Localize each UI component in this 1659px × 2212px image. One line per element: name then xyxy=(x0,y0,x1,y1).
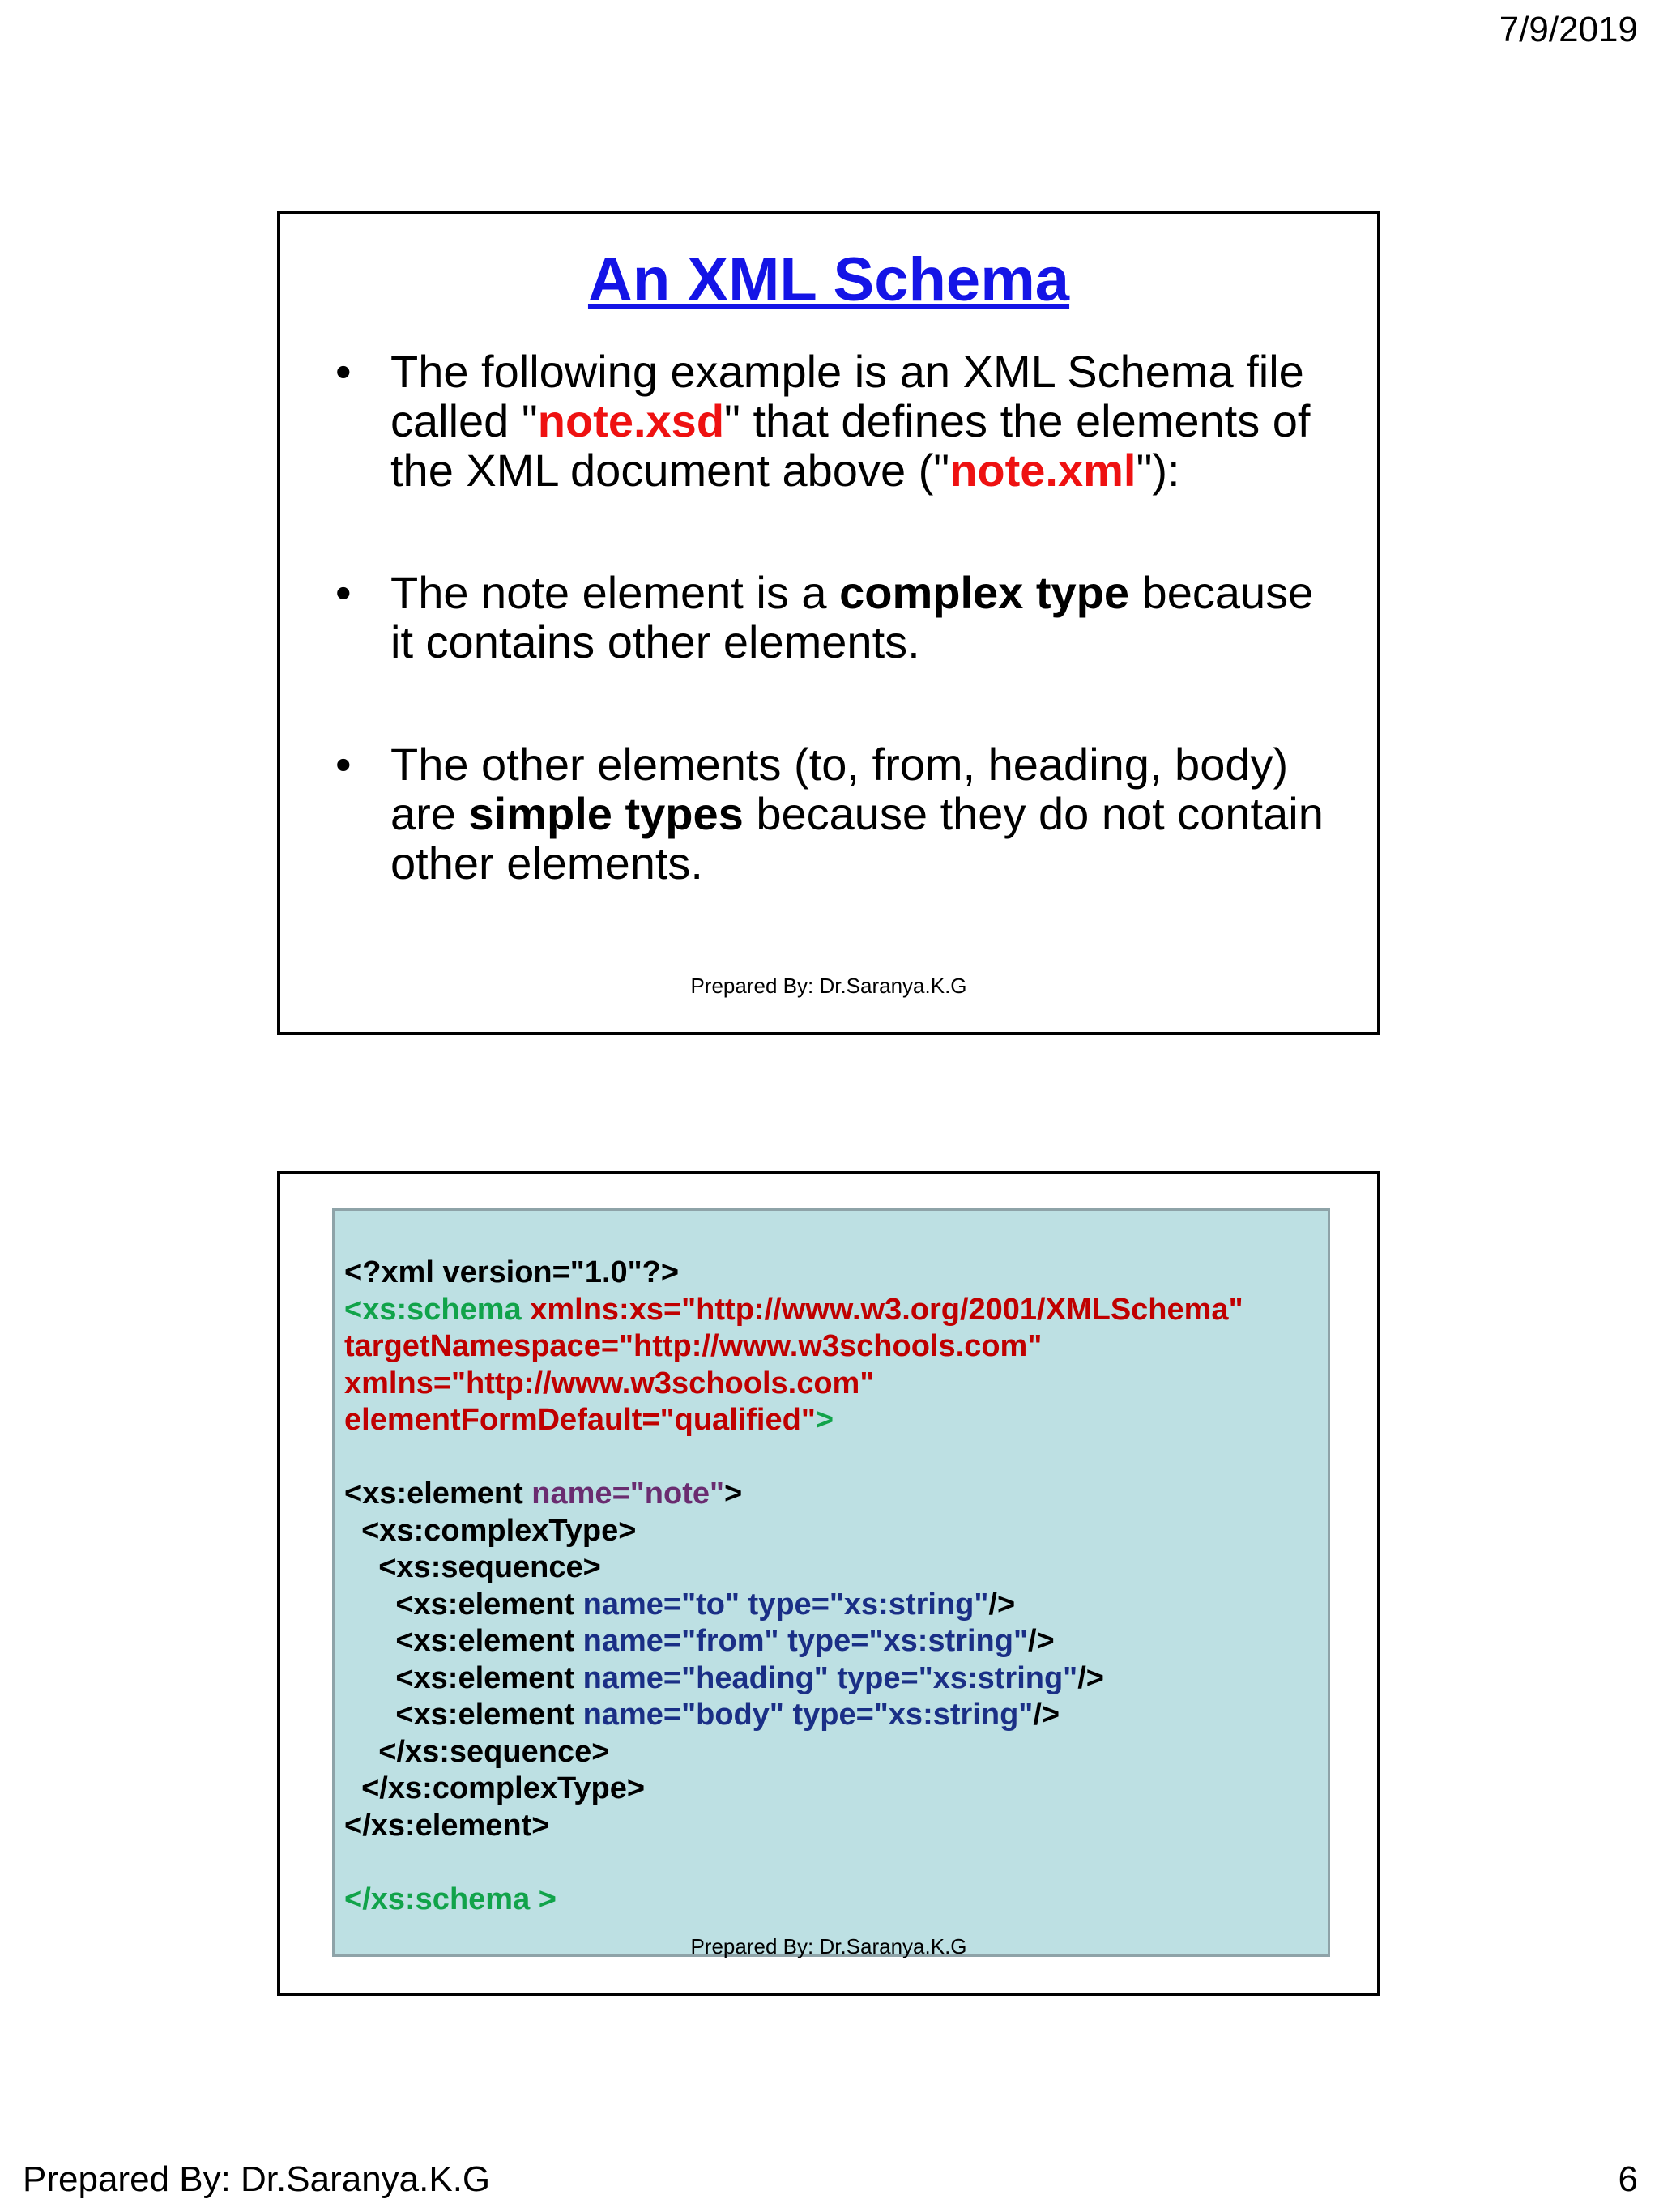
code-token: /> xyxy=(1027,1624,1055,1658)
code-line xyxy=(344,1697,1243,1734)
bullet-item xyxy=(335,568,1340,667)
code-token: <xs:schema xyxy=(344,1292,531,1327)
code-token: <xs:sequence> xyxy=(344,1550,601,1584)
page-date: 7/9/2019 xyxy=(1499,10,1638,49)
bullet-text: The note element is a xyxy=(390,567,840,618)
code-line xyxy=(344,1476,1243,1513)
code-token: <xs:element xyxy=(344,1698,583,1732)
page-number: 6 xyxy=(1618,2159,1638,2199)
code-token: > xyxy=(815,1403,834,1437)
code-line xyxy=(344,1402,1243,1439)
code-token: </xs:sequence> xyxy=(344,1734,610,1769)
code-token: xmlns:xs="http://www.w3.org/2001/XMLSchema" xyxy=(530,1292,1243,1327)
bold-term: simple types xyxy=(468,788,744,839)
slide-xsd-code xyxy=(277,1171,1380,1996)
code-line xyxy=(344,1366,1243,1403)
bullet-item xyxy=(335,347,1340,495)
filename-xml: note.xml xyxy=(949,445,1137,496)
code-token: /> xyxy=(988,1587,1016,1622)
code-token: <xs:element xyxy=(344,1477,532,1511)
code-token: <xs:element xyxy=(344,1587,583,1622)
bullet-text: " that defines the elements of the XML document above (" xyxy=(390,395,1311,496)
code-token: </xs:schema > xyxy=(344,1882,557,1916)
code-listing xyxy=(344,1255,1243,1918)
code-line xyxy=(344,1292,1243,1329)
code-token: </xs:element> xyxy=(344,1808,550,1843)
code-token: <xs:element xyxy=(344,1624,583,1658)
bullet-text: "): xyxy=(1136,445,1180,496)
code-token: /> xyxy=(1033,1698,1060,1732)
code-line xyxy=(344,1734,1243,1771)
code-token: </xs:complexType> xyxy=(344,1771,646,1805)
code-token: <?xml version="1.0"?> xyxy=(344,1255,680,1289)
bullet-text: because it contains other elements. xyxy=(390,567,1314,667)
code-token: > xyxy=(724,1477,743,1511)
code-line xyxy=(344,1328,1243,1366)
code-line xyxy=(344,1549,1243,1587)
code-token: targetNamespace="http://www.w3schools.com" xyxy=(344,1329,1043,1363)
code-token: name="heading" type="xs:string" xyxy=(582,1660,1078,1695)
code-line xyxy=(344,1844,1243,1882)
code-token: elementFormDefault="qualified" xyxy=(344,1403,816,1437)
bullet-list xyxy=(335,347,1340,961)
slide-xml-schema-intro xyxy=(277,211,1380,1035)
prepared-by: Prepared By: Dr.Saranya.K.G xyxy=(690,1934,967,1958)
code-token: xmlns="http://www.w3schools.com" xyxy=(344,1366,875,1400)
prepared-by: Prepared By: Dr.Saranya.K.G xyxy=(690,974,967,998)
bullet-text: The following example is an XML Schema file called " xyxy=(390,346,1304,446)
slide-title: An XML Schema xyxy=(587,245,1070,314)
bullet-item xyxy=(335,739,1340,888)
code-token: <xs:complexType> xyxy=(344,1513,637,1548)
bullet-text: The other elements (to, from, heading, body) are xyxy=(390,739,1289,839)
code-line xyxy=(344,1882,1243,1919)
code-token: name="from" type="xs:string" xyxy=(582,1624,1028,1658)
filename-xsd: note.xsd xyxy=(537,395,725,446)
code-line xyxy=(344,1587,1243,1624)
code-line xyxy=(344,1660,1243,1698)
code-block xyxy=(332,1208,1330,1957)
code-line xyxy=(344,1771,1243,1808)
bold-term: complex type xyxy=(839,567,1129,618)
code-token: name="body" type="xs:string" xyxy=(582,1698,1034,1732)
code-line xyxy=(344,1623,1243,1660)
code-token: <xs:element xyxy=(344,1660,583,1695)
code-token: name="note" xyxy=(531,1477,725,1511)
code-line xyxy=(344,1255,1243,1292)
code-line xyxy=(344,1439,1243,1477)
code-line xyxy=(344,1513,1243,1550)
code-token: /> xyxy=(1077,1660,1104,1695)
code-token: name="to" type="xs:string" xyxy=(582,1587,989,1622)
code-line xyxy=(344,1808,1243,1845)
bullet-text: because they do not contain other elements. xyxy=(390,788,1324,889)
footer-author: Prepared By: Dr.Saranya.K.G xyxy=(23,2159,491,2199)
